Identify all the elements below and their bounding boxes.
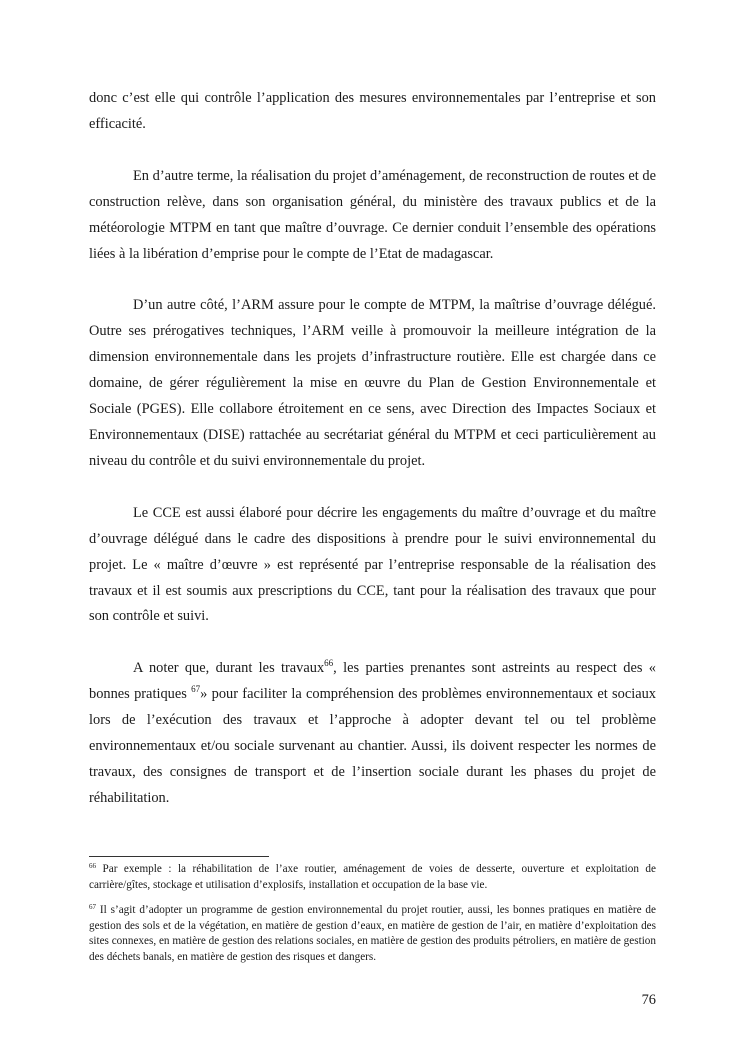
footnote-66	[89, 862, 656, 893]
paragraph-continuation: donc c’est elle qui contrôle l’application des mesures environnementales par l’entreprise et son efficacité.	[89, 90, 656, 132]
footnote-text: Il s’agit d’adopter un programme de gestion environnemental du projet routier, aussi, les bonnes pratiques en matière de gestion des sols et de la végétation, en matière de gestion d’eaux, en matière de gestion de l’air, en matière d’exploitation des sites connexes, en matière de gestion des relations sociales, en matière de gestion des produits pétroliers, en matière de gestion des déchets banals, en matière de gestion des risques et dangers.	[89, 904, 656, 963]
footnote-number: 67	[89, 903, 96, 911]
footnotes	[89, 862, 656, 975]
footnote-67	[89, 903, 656, 965]
paragraph-text: , les parties prenantes sont astreints au respect des « bonnes pratiques	[89, 660, 656, 703]
paragraph-cce: Le CCE est aussi élaboré pour décrire les engagements du maître d’ouvrage et du maître d’ouvrage délégué dans le cadre des dispositions à prendre pour le suivi environnemental du projet. Le « maître d’œuvre » est représenté par l’entreprise responsable de la réalisation des travaux et il est soumis aux prescriptions du CCE, tant pour la réalisation des travaux que pour son contrôle et suivi.	[89, 504, 656, 625]
footnote-ref-66[interactable]: 66	[324, 658, 334, 669]
body-text	[89, 86, 656, 838]
footnote-text: Par exemple : la réhabilitation de l’axe routier, aménagement de voies de desserte, ouverture et exploitation de carrière/gîtes, stockage et utilisation d’explosifs, installation et occupation de la base vie.	[89, 863, 656, 891]
footnote-ref-67[interactable]: 67	[191, 684, 201, 695]
page-number: 76	[641, 992, 656, 1008]
paragraph-text: A noter que, durant les travaux	[133, 660, 325, 677]
paragraph-text: » pour faciliter la compréhension des problèmes environnementaux et sociaux lors de l’exécution des travaux et l’approche à adopter devant tel ou tel problème environnementaux et/ou sociale survenant au chantier. Aussi, ils doivent respecter les normes de travaux, des consignes de transport et de l’insertion sociale durant les phases du projet de réhabilitation.	[89, 686, 657, 806]
footnote-number: 66	[89, 862, 96, 870]
paragraph-arm-role: D’un autre côté, l’ARM assure pour le compte de MTPM, la maîtrise d’ouvrage délégué. Outre ses prérogatives techniques, l’ARM veille à promouvoir la meilleure intégration de la dimension environnementale dans les projets d’infrastructure routière. Elle est chargée dans ce domaine, de gérer régulièrement la mise en œuvre du Plan de Gestion Environnementale et Sociale (PGES). Elle collabore étroitement en ce sens, avec Direction des Impactes Sociaux et Environnementaux (DISE) rattachée au secrétariat général du MTPM et ceci particulièrement au niveau du contrôle et du suivi environnementale du projet.	[89, 297, 656, 469]
footnote-separator	[89, 856, 269, 857]
paragraph-bonnes-pratiques	[89, 656, 656, 811]
paragraph-mtpm-role: En d’autre terme, la réalisation du projet d’aménagement, de reconstruction de routes et de construction relève, dans son organisation général, du ministère des travaux publics et de la météorologie MTPM en tant que maître d’ouvrage. Ce dernier conduit l’ensemble des opérations liées à la libération d’emprise pour le compte de l’Etat de madagascar.	[89, 167, 656, 262]
